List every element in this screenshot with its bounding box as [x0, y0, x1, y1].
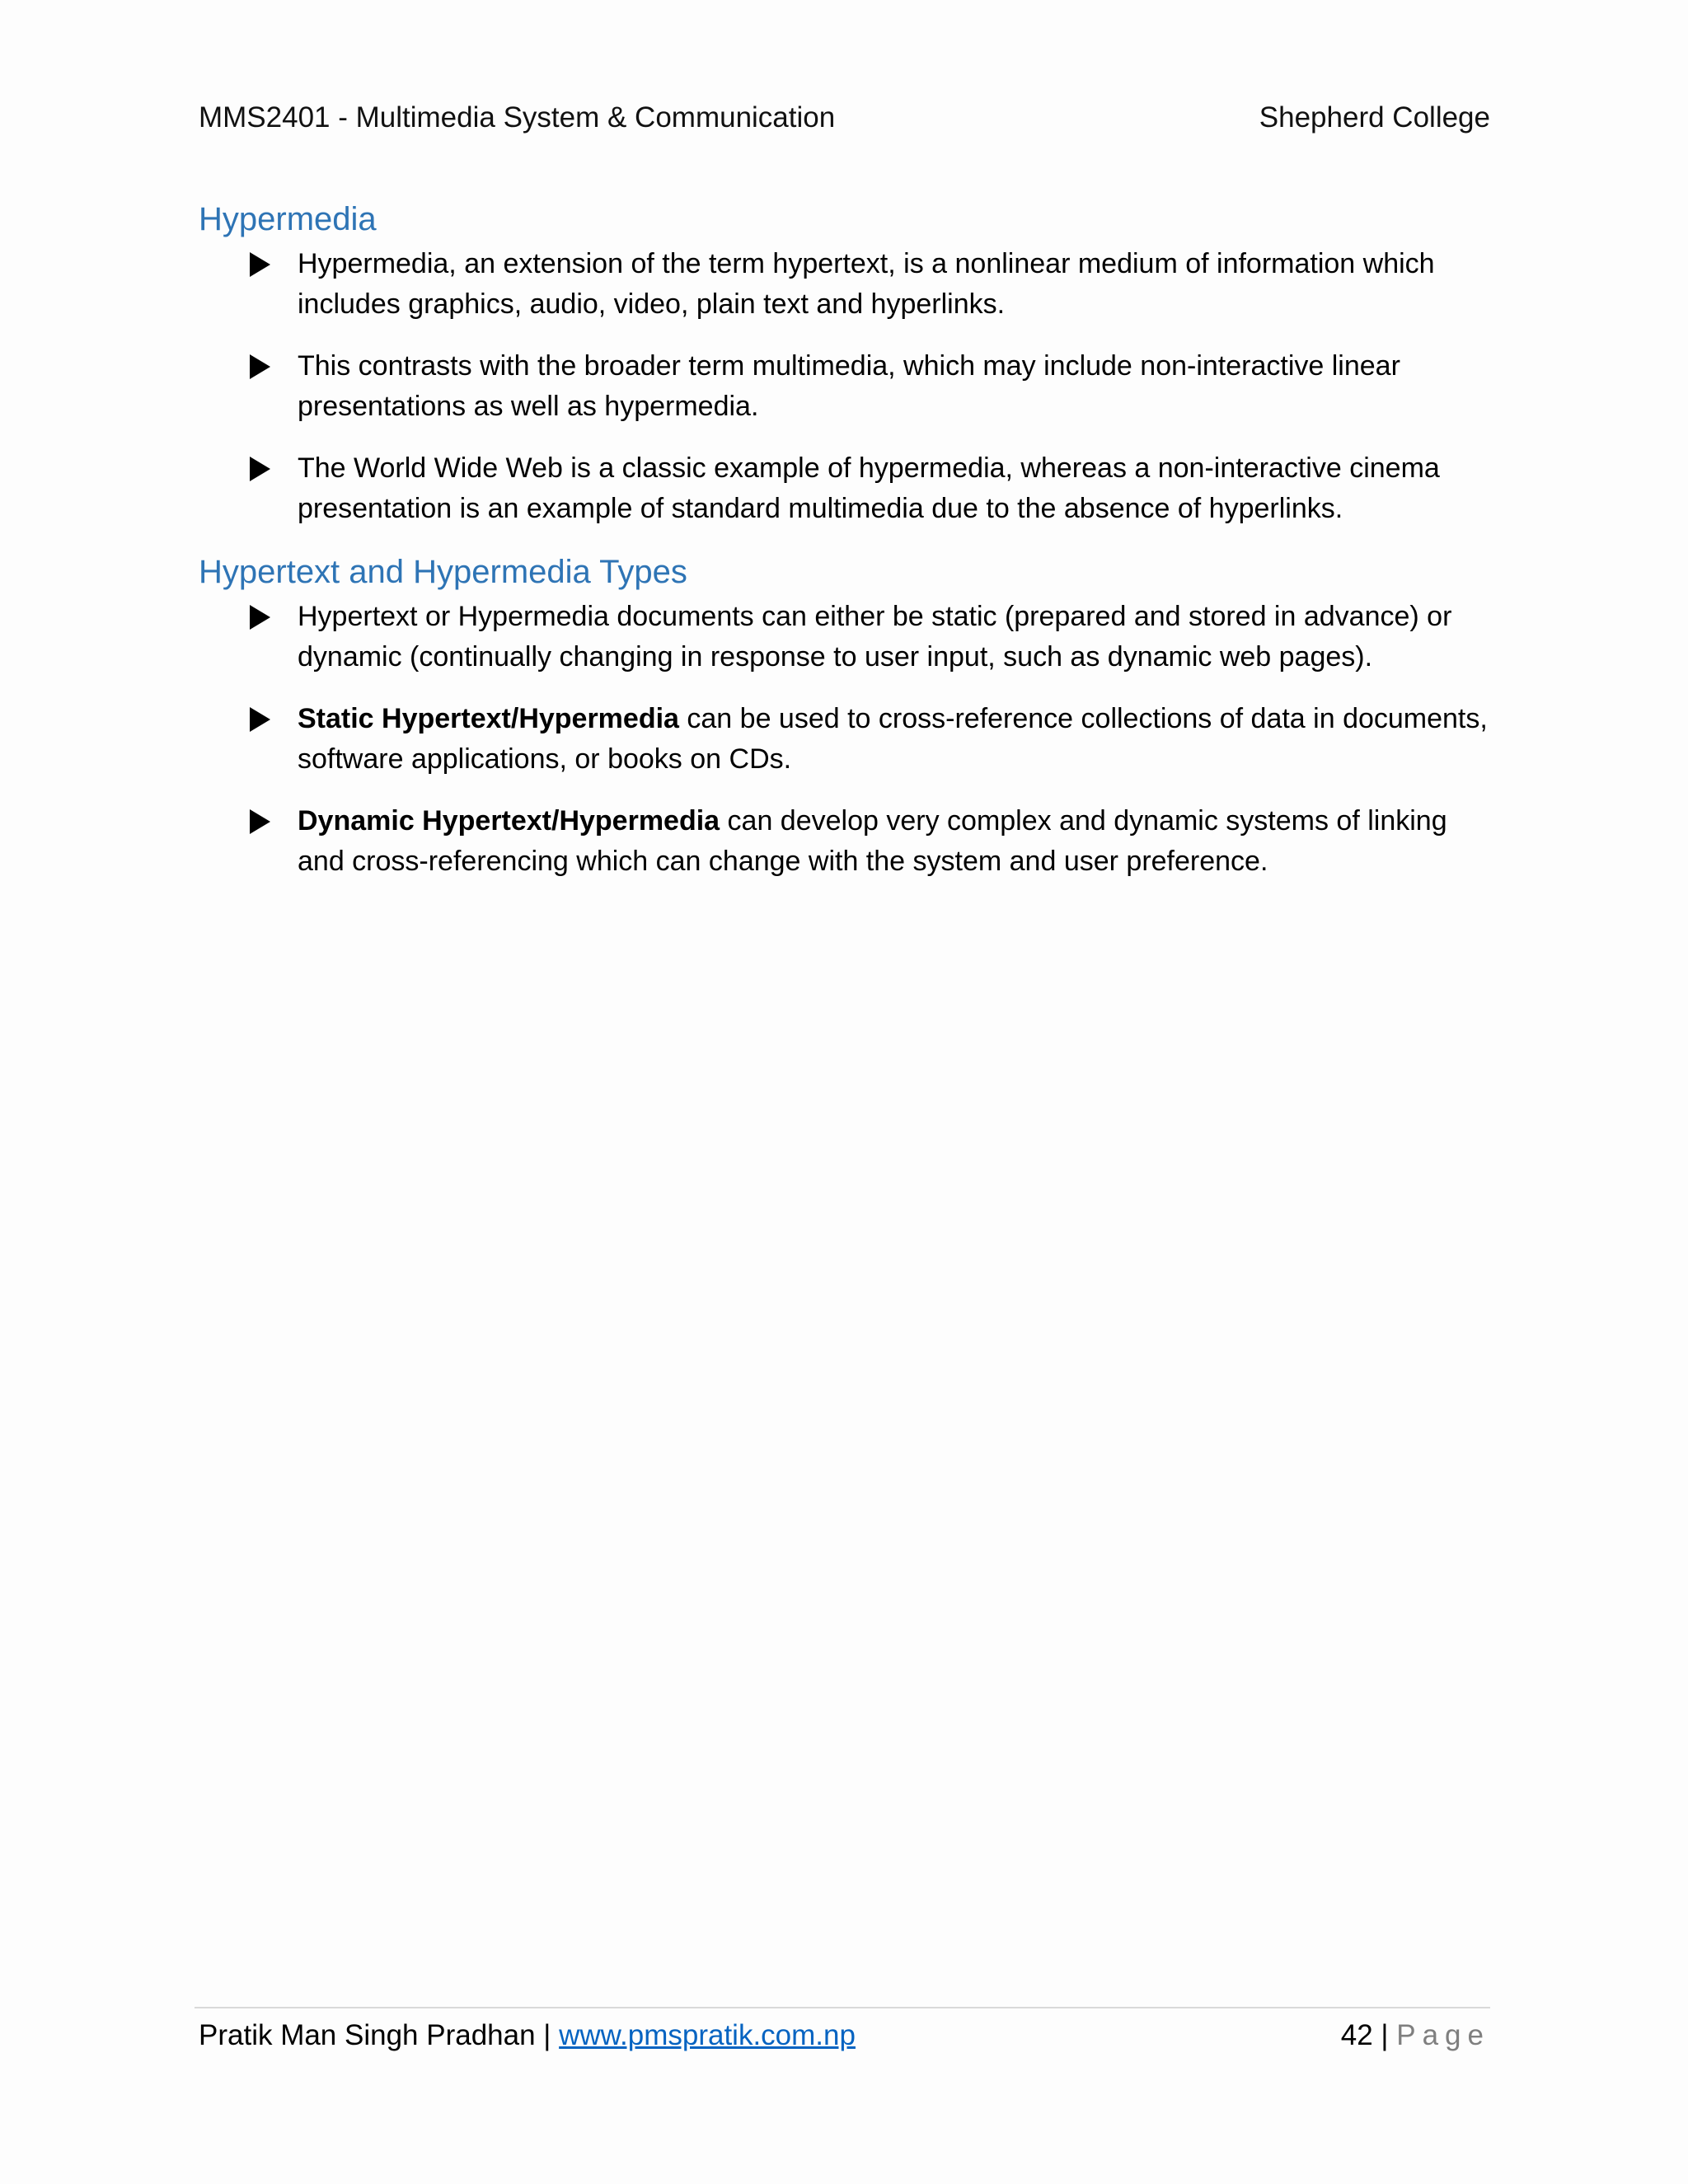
- bullet-item: [199, 448, 1490, 529]
- section-hypertext-types: [199, 551, 1490, 882]
- college-name: Shepherd College: [1259, 101, 1490, 134]
- arrow-bullet-icon: [250, 354, 270, 379]
- bullet-text: Hypertext or Hypermedia documents can either be static (prepared and stored in advance) or dynamic (continually changing in response to user input, such as dynamic web pages).: [298, 601, 1452, 673]
- page-separator: |: [1372, 2019, 1397, 2051]
- arrow-bullet-icon: [250, 605, 270, 630]
- footer-credit: [195, 2019, 856, 2052]
- bullet-text: Hypermedia, an extension of the term hypertext, is a nonlinear medium of information which includes graphics, audio, video, plain text and hyperlinks.: [298, 248, 1435, 320]
- section-heading: Hypermedia: [199, 201, 377, 237]
- page-number-block: [1341, 2019, 1490, 2052]
- bullet-text: can develop very complex and dynamic systems of linking and cross-referencing which can change with the system and user preference.: [298, 805, 1447, 877]
- bullet-item: [199, 699, 1490, 780]
- page-footer: [195, 2007, 1490, 2056]
- bullet-item: [199, 346, 1490, 427]
- page-number: 42: [1340, 2019, 1373, 2051]
- course-title: MMS2401 - Multimedia System & Communication: [199, 101, 836, 134]
- bullet-list: [199, 597, 1490, 882]
- footer-separator: |: [535, 2019, 560, 2051]
- website-link[interactable]: www.pmspratik.com.np: [559, 2019, 856, 2051]
- bullet-item: [199, 244, 1490, 325]
- document-body: [199, 198, 1490, 903]
- section-heading: Hypertext and Hypermedia Types: [199, 554, 687, 590]
- bullet-bold-text: Dynamic Hypertext/Hypermedia: [298, 805, 720, 837]
- bullet-bold-text: Static Hypertext/Hypermedia: [298, 703, 679, 734]
- bullet-item: [199, 597, 1490, 677]
- page-header: [199, 97, 1490, 138]
- bullet-item: [199, 801, 1490, 882]
- bullet-text: The World Wide Web is a classic example of hypermedia, whereas a non-interactive cinema presentation is an example of standard multimedia due to the absence of hyperlinks.: [298, 452, 1440, 524]
- arrow-bullet-icon: [250, 252, 270, 277]
- bullet-text: can be used to cross-reference collections of data in documents, software applications, or books on CDs.: [298, 703, 1488, 775]
- bullet-text: This contrasts with the broader term multimedia, which may include non-interactive linear presentations as well as hypermedia.: [298, 350, 1400, 422]
- arrow-bullet-icon: [250, 457, 270, 481]
- section-hypermedia: [199, 198, 1490, 529]
- bullet-list: [199, 244, 1490, 529]
- arrow-bullet-icon: [250, 809, 270, 834]
- author-name: Pratik Man Singh Pradhan: [199, 2019, 536, 2051]
- arrow-bullet-icon: [250, 707, 270, 732]
- page-word: Page: [1396, 2019, 1490, 2051]
